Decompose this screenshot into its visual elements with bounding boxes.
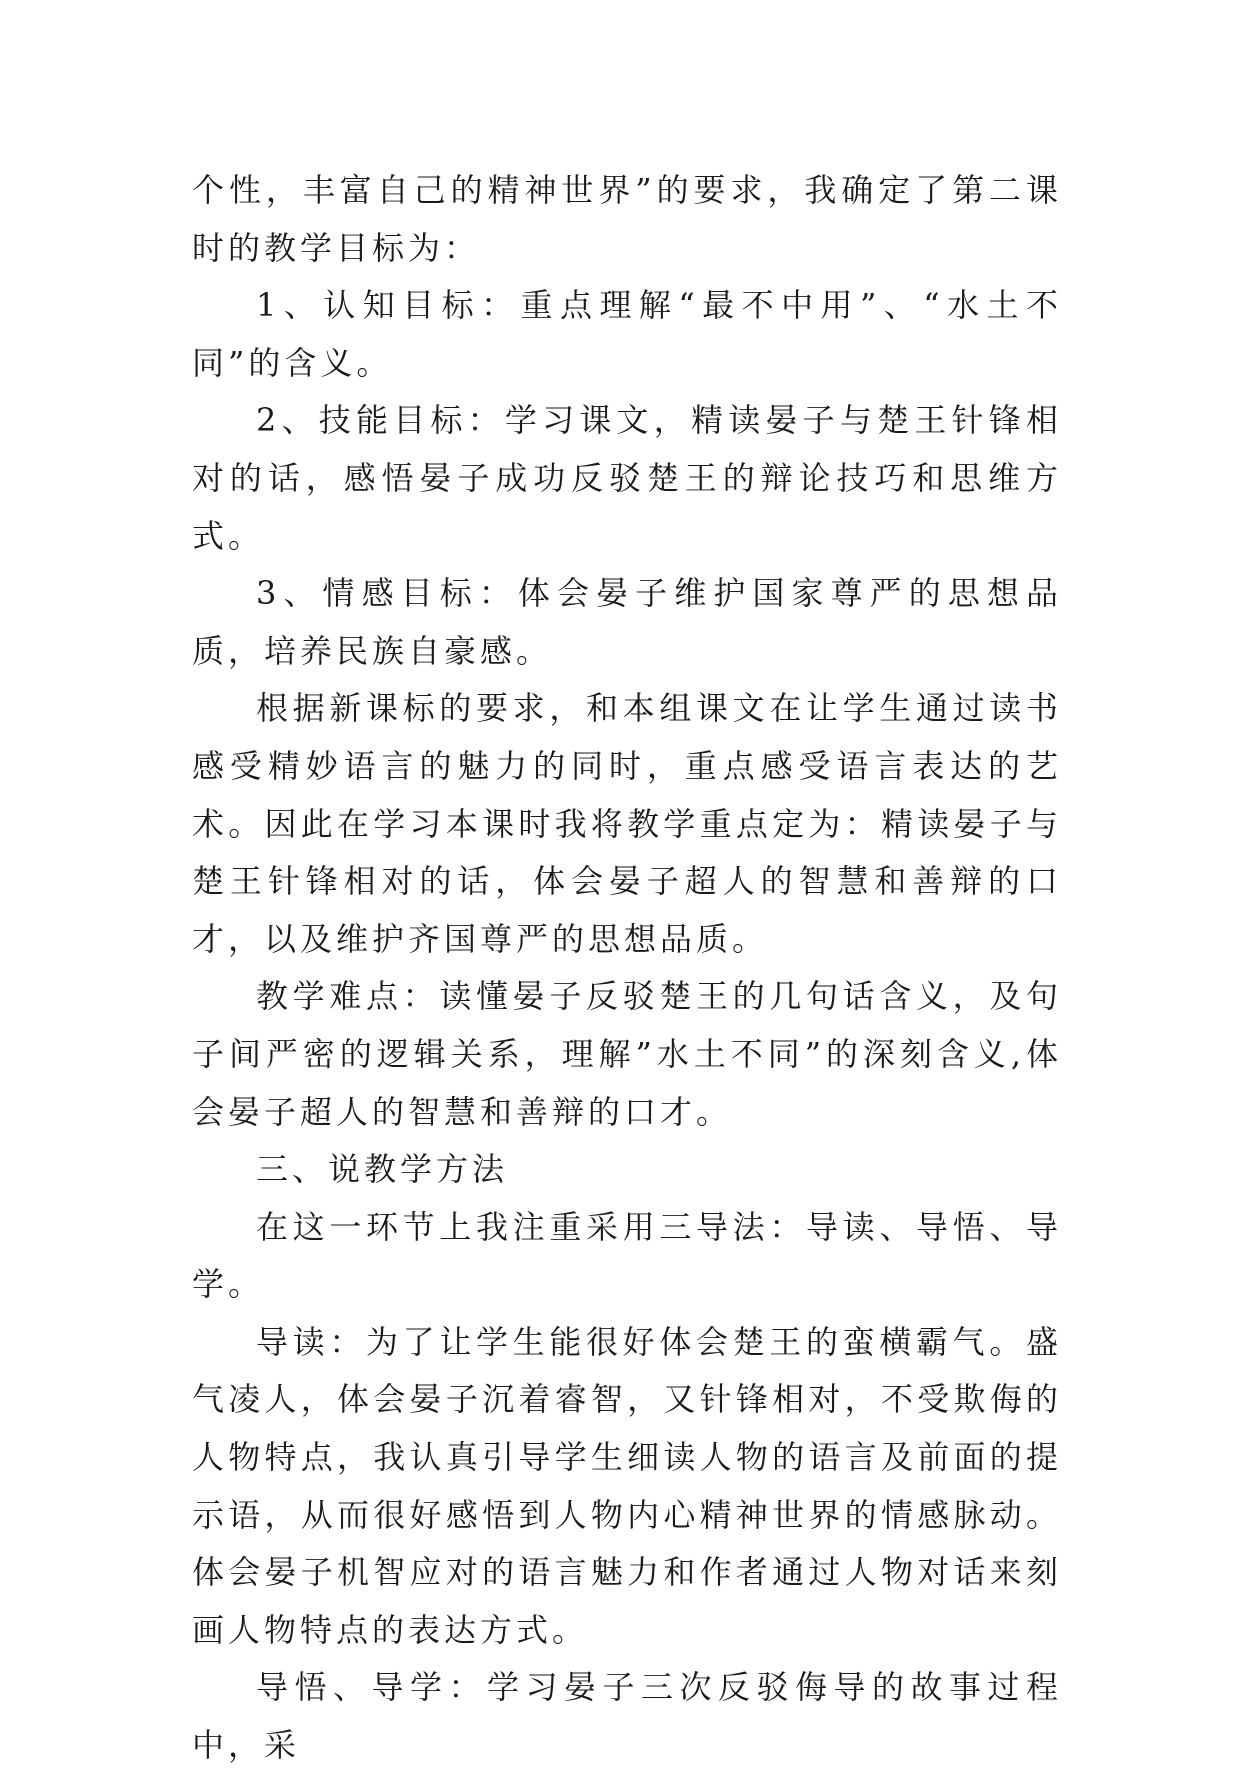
paragraph-guided-reading: 导读：为了让学生能很好体会楚王的蛮横霸气。盛气凌人，体会晏子沉着睿智，又针锋相对，不受欺侮的人物特点，我认真引导学生细读人物的语言及前面的提示语，从而很好感悟到人物内心精神世界的情感脉动。体会晏子机智应对的语言魅力和作者通过人物对话来刻画人物特点的表达方式。 xyxy=(192,1322,1062,1649)
paragraph-cognitive-goal: 1、认知目标：重点理解“最不中用”、“水土不同”的含义。 xyxy=(192,286,1062,382)
paragraph-continued: 个性，丰富自己的精神世界”的要求，我确定了第二课时的教学目标为： xyxy=(192,171,1062,267)
paragraph-emotional-goal: 3、情感目标：体会晏子维护国家尊严的思想品质，培养民族自豪感。 xyxy=(192,574,1062,670)
paragraph-teaching-difficulty: 教学难点：读懂晏子反驳楚王的几句话含义，及句子间严密的逻辑关系，理解”水土不同”的深刻含义,体会晏子超人的智慧和善辩的口才。 xyxy=(192,977,1062,1131)
paragraph-guided-learning: 导悟、导学：学习晏子三次反驳侮导的故事过程中，采 xyxy=(192,1668,1062,1765)
paragraph-skill-goal: 2、技能目标：学习课文，精读晏子与楚王针锋相对的话，感悟晏子成功反驳楚王的辩论技巧和思维方式。 xyxy=(192,401,1062,555)
paragraph-three-guides: 在这一环节上我注重采用三导法：导读、导悟、导学。 xyxy=(192,1207,1062,1304)
document-body xyxy=(192,162,1062,1775)
paragraph-teaching-focus: 根据新课标的要求，和本组课文在让学生通过读书感受精妙语言的魅力的同时，重点感受语言表达的艺术。因此在学习本课时我将教学重点定为：精读晏子与楚王针锋相对的话，体会晏子超人的智慧和善辩的口才，以及维护齐国尊严的思想品质。 xyxy=(192,689,1062,958)
section-heading-teaching-method: 三、说教学方法 xyxy=(256,1150,509,1189)
